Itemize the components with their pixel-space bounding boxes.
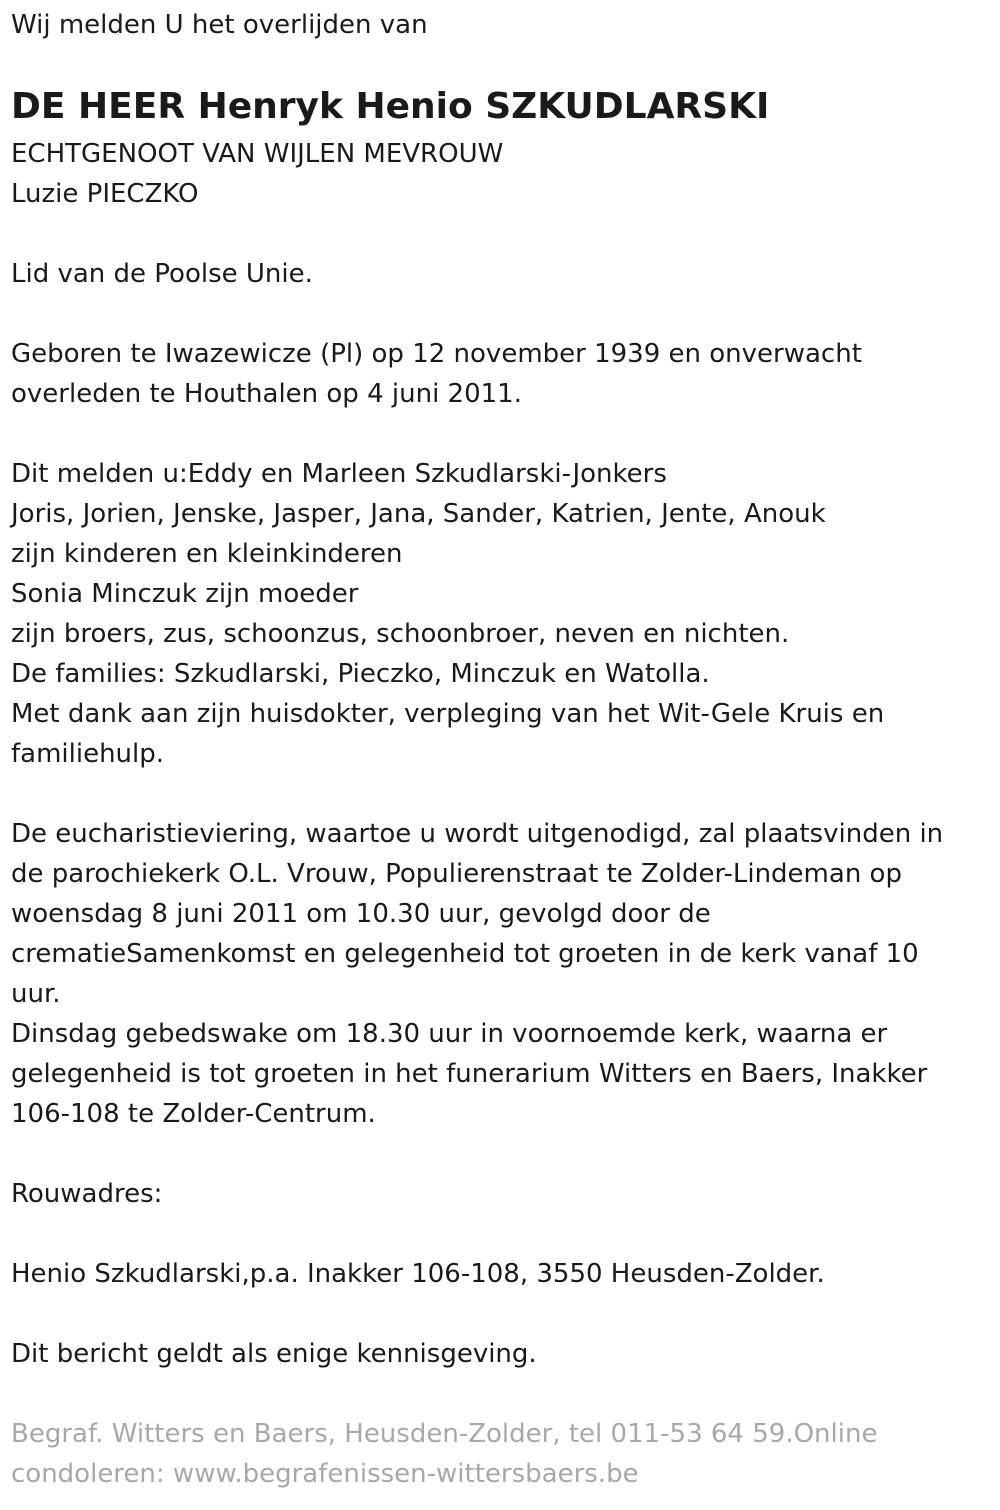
thanks-line: Met dank aan zijn huisdokter, verpleging van het Wit-Gele Kruis en: [11, 699, 885, 729]
thanks-line: familiehulp.: [11, 739, 165, 769]
deceased-name: DE HEER Henryk Henio SZKUDLARSKI: [11, 86, 770, 127]
death-line: overleden te Houthalen op 4 juni 2011.: [11, 379, 522, 409]
spouse-block: [11, 134, 503, 214]
footer: [11, 1414, 877, 1494]
ceremony-line: woensdag 8 juni 2011 om 10.30 uur, gevolgd door de: [11, 899, 711, 929]
announcer-line: Sonia Minczuk zijn moeder: [11, 579, 359, 609]
wake-line: 106-108 te Zolder-Centrum.: [11, 1099, 376, 1129]
announcers-block: [11, 454, 884, 774]
ceremony-block: [11, 814, 943, 1134]
ceremony-line: uur.: [11, 979, 61, 1009]
spouse-name: Luzie PIECZKO: [11, 179, 199, 209]
condolence-line: condoleren: www.begrafenissen-wittersbaers.be: [11, 1459, 639, 1489]
announcer-line: Dit melden u:Eddy en Marleen Szkudlarski-Jonkers: [11, 459, 667, 489]
address-label-block: [11, 1174, 162, 1214]
birth-death-block: [11, 334, 862, 414]
intro-text: Wij melden U het overlijden van: [11, 10, 428, 40]
ceremony-line: crematieSamenkomst en gelegenheid tot groeten in de kerk vanaf 10: [11, 939, 919, 969]
birth-line: Geboren te Iwazewicze (Pl) op 12 november 1939 en onverwacht: [11, 339, 862, 369]
funeral-home-line: Begraf. Witters en Baers, Heusden-Zolder, tel 011-53 64 59.Online: [11, 1419, 878, 1449]
spouse-line: ECHTGENOOT VAN WIJLEN MEVROUW: [11, 139, 504, 169]
notice-block: [11, 1334, 537, 1374]
address-label: Rouwadres:: [11, 1179, 163, 1209]
ceremony-line: de parochiekerk O.L. Vrouw, Populierenstraat te Zolder-Lindeman op: [11, 859, 902, 889]
wake-line: gelegenheid is tot groeten in het funerarium Witters en Baers, Inakker: [11, 1059, 928, 1089]
wake-line: Dinsdag gebedswake om 18.30 uur in voornoemde kerk, waarna er: [11, 1019, 888, 1049]
membership-text: Lid van de Poolse Unie.: [11, 259, 313, 289]
announcer-line: zijn broers, zus, schoonzus, schoonbroer, neven en nichten.: [11, 619, 790, 649]
notice-text: Dit bericht geldt als enige kennisgeving.: [11, 1339, 537, 1369]
address-block: [11, 1254, 825, 1294]
membership-block: [11, 254, 313, 294]
ceremony-line: De eucharistieviering, waartoe u wordt uitgenodigd, zal plaatsvinden in: [11, 819, 944, 849]
mourning-address: Henio Szkudlarski,p.a. Inakker 106-108, 3550 Heusden-Zolder.: [11, 1259, 825, 1289]
announcer-line: Joris, Jorien, Jenske, Jasper, Jana, Sander, Katrien, Jente, Anouk: [11, 499, 826, 529]
announcer-line: De families: Szkudlarski, Pieczko, Minczuk en Watolla.: [11, 659, 710, 689]
announcer-line: zijn kinderen en kleinkinderen: [11, 539, 403, 569]
